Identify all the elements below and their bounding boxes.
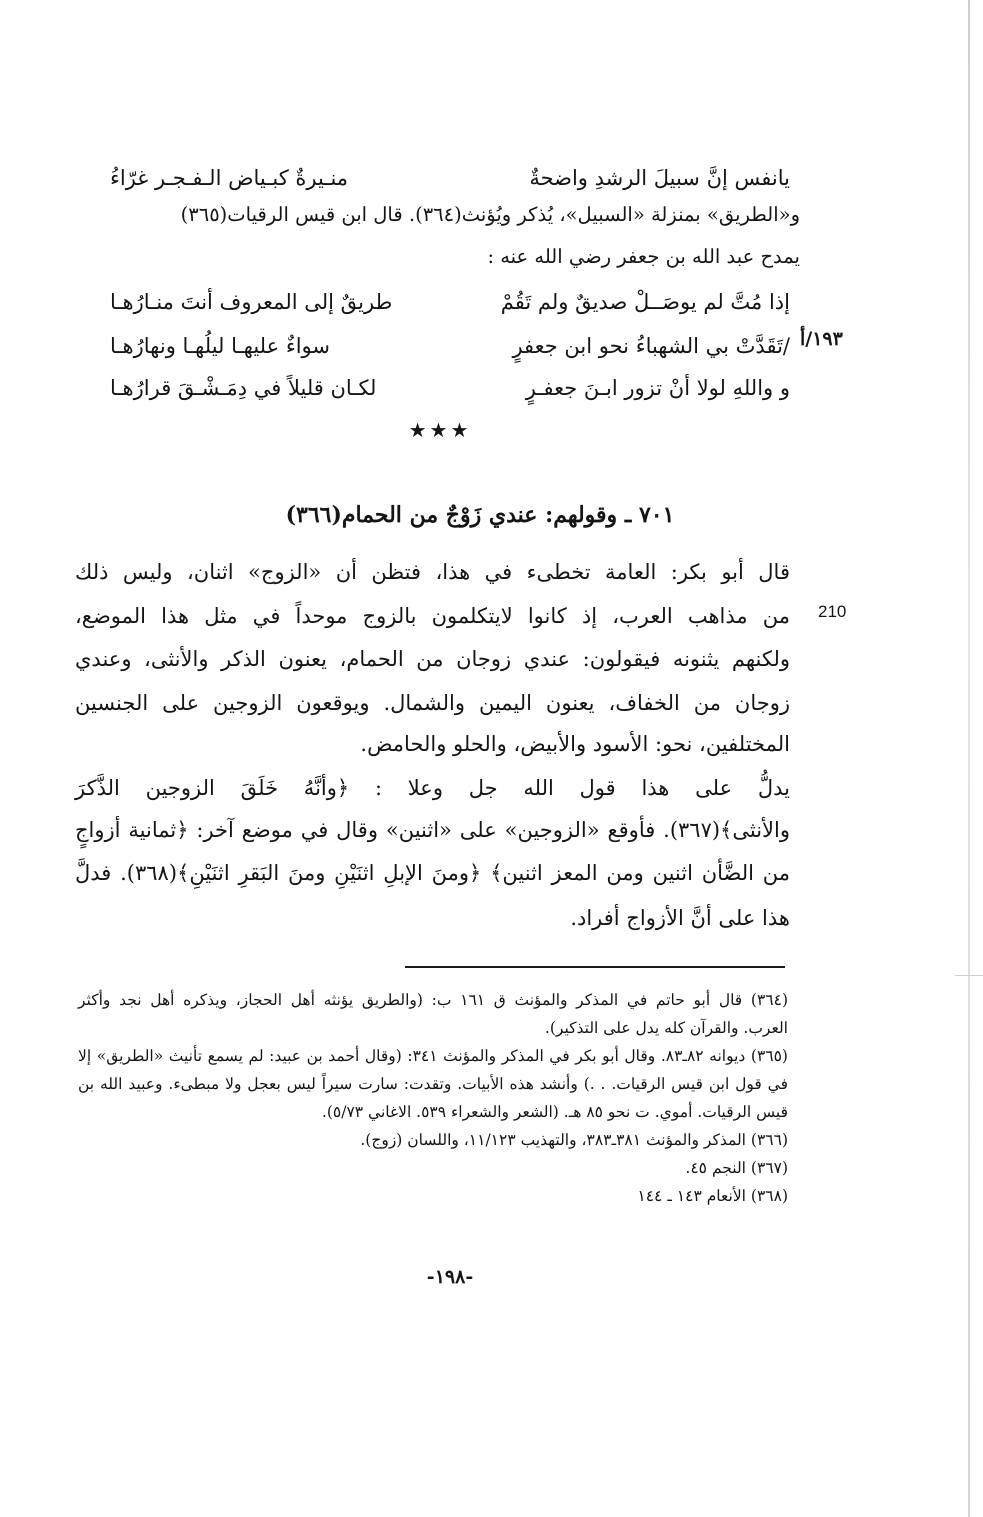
body-line: ولكنهم يثنونه فيقولون: عندي زوجان من الحمام، يعنون الذكر والأنثى، وعندي [75,647,790,671]
verse-hemistich-first: و واللهِ لولا أنْ تزور ابـنَ جعفـرٍ [525,376,790,400]
body-line: من الضَّأن اثنين ومن المعز اثنين﴾ ﴿ومنَ الإبلِ اثنَيْنِ ومنَ البَقرِ اثنَيْنِ﴾(٣٦٨). فدلَّ [75,861,790,885]
body-line: المختلفين، نحو: الأسود والأبيض، والحلو والحامض. [360,732,790,756]
body-line: هذا على أنَّ الأزواج أفراد. [570,906,790,930]
verse-hemistich-first: /تَقَدَّتْ بي الشهباءُ نحو ابن جعفرٍ [512,334,790,358]
footnote-line: (٣٦٧) النجم ٤٥. [685,1159,788,1177]
verse-hemistich-second: منـيرةٌ كبـياض الـفـجـر غرّاءُ [110,166,349,190]
body-line: زوجان من الخفاف، يعنون اليمين والشمال. ويوقعون الزوجين على الجنسين [75,691,790,715]
scan-tick [955,975,983,976]
section-divider-stars: ★★★ [408,418,472,442]
manuscript-folio-ref: ١٩٣/أ [800,328,843,350]
verse-line [110,368,790,408]
verse-line [110,158,790,198]
footnote-line: في قول ابن قيس الرقيات. . .) وأنشد هذه الأبيات. وتقدت: سارت سيراً ليس بعجل ولا مبطىء. وعبيد الله بن [78,1075,788,1093]
body-line: والأنثى﴾(٣٦٧). فأوقع «الزوجين» على «اثنين» وقال في موضع آخر: ﴿ثمانية أزواجٍ [75,818,790,842]
verse-line [110,282,790,322]
footnote-line: (٣٦٦) المذكر والمؤنث ٣٨١ـ٣٨٣، والتهذيب ١١/١٢٣، واللسان (زوج). [360,1131,788,1149]
verse-hemistich-first: يانفس إنَّ سبيلَ الرشدِ واضحةٌ [529,166,790,190]
footnote-line: (٣٦٤) قال أبو حاتم في المذكر والمؤنث ق ١٦١ ب: (والطريق يؤنثه أهل الحجاز، ويذكره أهل نجد وأكثر [78,991,788,1009]
prose-line: يمدح عبد الله بن جعفر رضي الله عنه : [487,245,800,268]
footnote-separator [405,966,785,968]
footnote-line: قيس الرقيات. أموي. ت نحو ٨٥ هـ. (الشعر والشعراء ٥٣٩. الاغاني ٥/٧٣). [321,1103,788,1121]
margin-page-number: 210 [818,602,847,621]
body-line: قال أبو بكر: العامة تخطىء في هذا، فتظن أن «الزوج» اثنان، وليس ذلك [75,560,790,584]
verse-hemistich-first: إذا مُتَّ لم يوصَــلْ صديقٌ ولم تَقُمْ [500,290,790,314]
page-number: -١٩٨- [426,1266,474,1288]
prose-line: و«الطريق» بمنزلة «السبيل»، يُذكر ويُؤنث(٣٦٤). قال ابن قيس الرقيات(٣٦٥) [180,203,800,226]
verse-hemistich-second: طريقٌ إلى المعروف أنتَ منـارُهـا [110,290,393,314]
footnote-line: (٣٦٥) ديوانه ٨٢ـ٨٣. وقال أبو بكر في المذكر والمؤنث ٣٤١: (وقال أحمد بن عبيد: لم يسمع تأنيث «الطريق» إلا [78,1047,788,1065]
verse-line [110,326,790,366]
footnote-line: (٣٦٨) الأنعام ١٤٣ ـ ١٤٤ [637,1187,788,1205]
scan-edge [968,0,970,1517]
footnote-line: العرب. والقرآن كله يدل على التذكير). [544,1019,788,1037]
body-line: يدلُّ على هذا قول الله جل وعلا : ﴿وأنَّهُ خَلَقَ الزوجين الذَّكرَ [75,776,790,800]
verse-hemistich-second: لكـان قليلاً في دِمَـشْـقَ قرارُهـا [110,376,377,400]
section-heading: ٧٠١ ـ وقولهم: عندي زَوْجٌ من الحمام(٣٦٦) [285,502,675,528]
verse-hemistich-second: سواءٌ عليهـا ليلُهـا ونهارُهـا [110,334,330,358]
body-line: من مذاهب العرب، إذ كانوا لايتكلمون بالزوج موحداً في مثل هذا الموضع، [75,604,790,628]
